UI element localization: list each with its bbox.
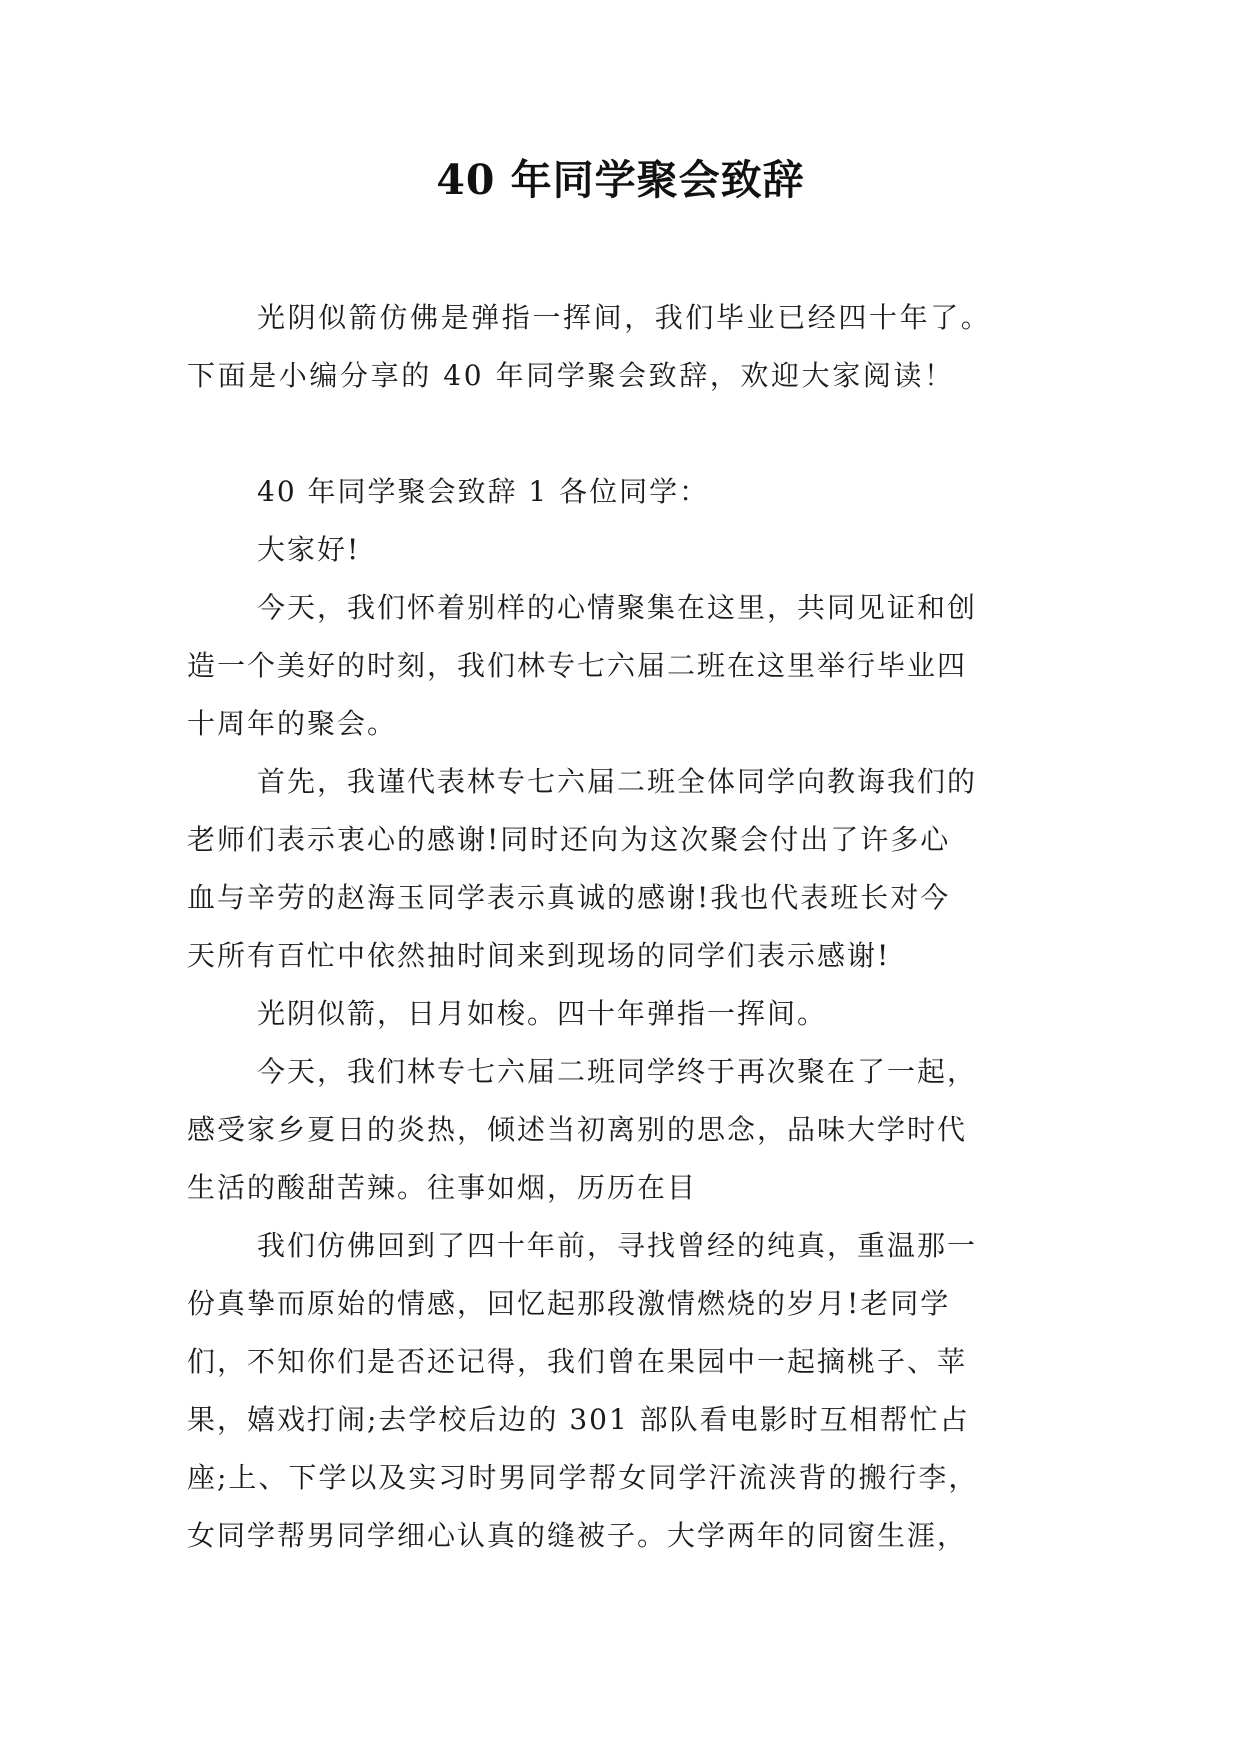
paragraph-line: 天所有百忙中依然抽时间来到现场的同学们表示感谢! (187, 939, 891, 972)
section-heading: 40 年同学聚会致辞 1 各位同学： (257, 475, 710, 508)
intro-line: 光阴似箭仿佛是弹指一挥间，我们毕业已经四十年了。 (257, 301, 992, 334)
paragraph-line: 血与辛劳的赵海玉同学表示真诚的感谢!我也代表班长对今 (187, 881, 951, 914)
intro-line: 下面是小编分享的 40 年同学聚会致辞，欢迎大家阅读！ (187, 359, 955, 392)
paragraph-line: 光阴似箭，日月如梭。四十年弹指一挥间。 (257, 997, 828, 1030)
intro-paragraph (187, 289, 1067, 405)
paragraph-line: 们，不知你们是否还记得，我们曾在果园中一起摘桃子、苹 (187, 1345, 968, 1378)
paragraph-line: 份真挚而原始的情感，回忆起那段激情燃烧的岁月!老同学 (187, 1287, 951, 1320)
paragraph-line: 造一个美好的时刻，我们林专七六届二班在这里举行毕业四 (187, 649, 968, 682)
paragraph-line: 感受家乡夏日的炎热，倾述当初离别的思念，品味大学时代 (187, 1113, 968, 1146)
paragraph-line: 我们仿佛回到了四十年前，寻找曾经的纯真，重温那一 (257, 1229, 978, 1262)
speech-body (187, 463, 1067, 1565)
greeting-line: 大家好! (257, 533, 361, 566)
paragraph-line: 今天，我们林专七六届二班同学终于再次聚在了一起， (257, 1055, 978, 1088)
document-title: 40 年同学聚会致辞 (436, 156, 805, 204)
paragraph-line: 十周年的聚会。 (187, 707, 398, 740)
paragraph-line: 首先，我谨代表林专七六届二班全体同学向教诲我们的 (257, 765, 978, 798)
paragraph-line: 座;上、下学以及实习时男同学帮女同学汗流浃背的搬行李， (187, 1461, 979, 1494)
paragraph-line: 女同学帮男同学细心认真的缝被子。大学两年的同窗生涯， (187, 1519, 968, 1552)
paragraph-line: 果，嬉戏打闹;去学校后边的 301 部队看电影时互相帮忙占 (187, 1403, 970, 1436)
paragraph-line: 生活的酸甜苦辣。往事如烟，历历在目 (187, 1171, 698, 1204)
paragraph-line: 老师们表示衷心的感谢!同时还向为这次聚会付出了许多心 (187, 823, 951, 856)
paragraph-line: 今天，我们怀着别样的心情聚集在这里，共同见证和创 (257, 591, 978, 624)
